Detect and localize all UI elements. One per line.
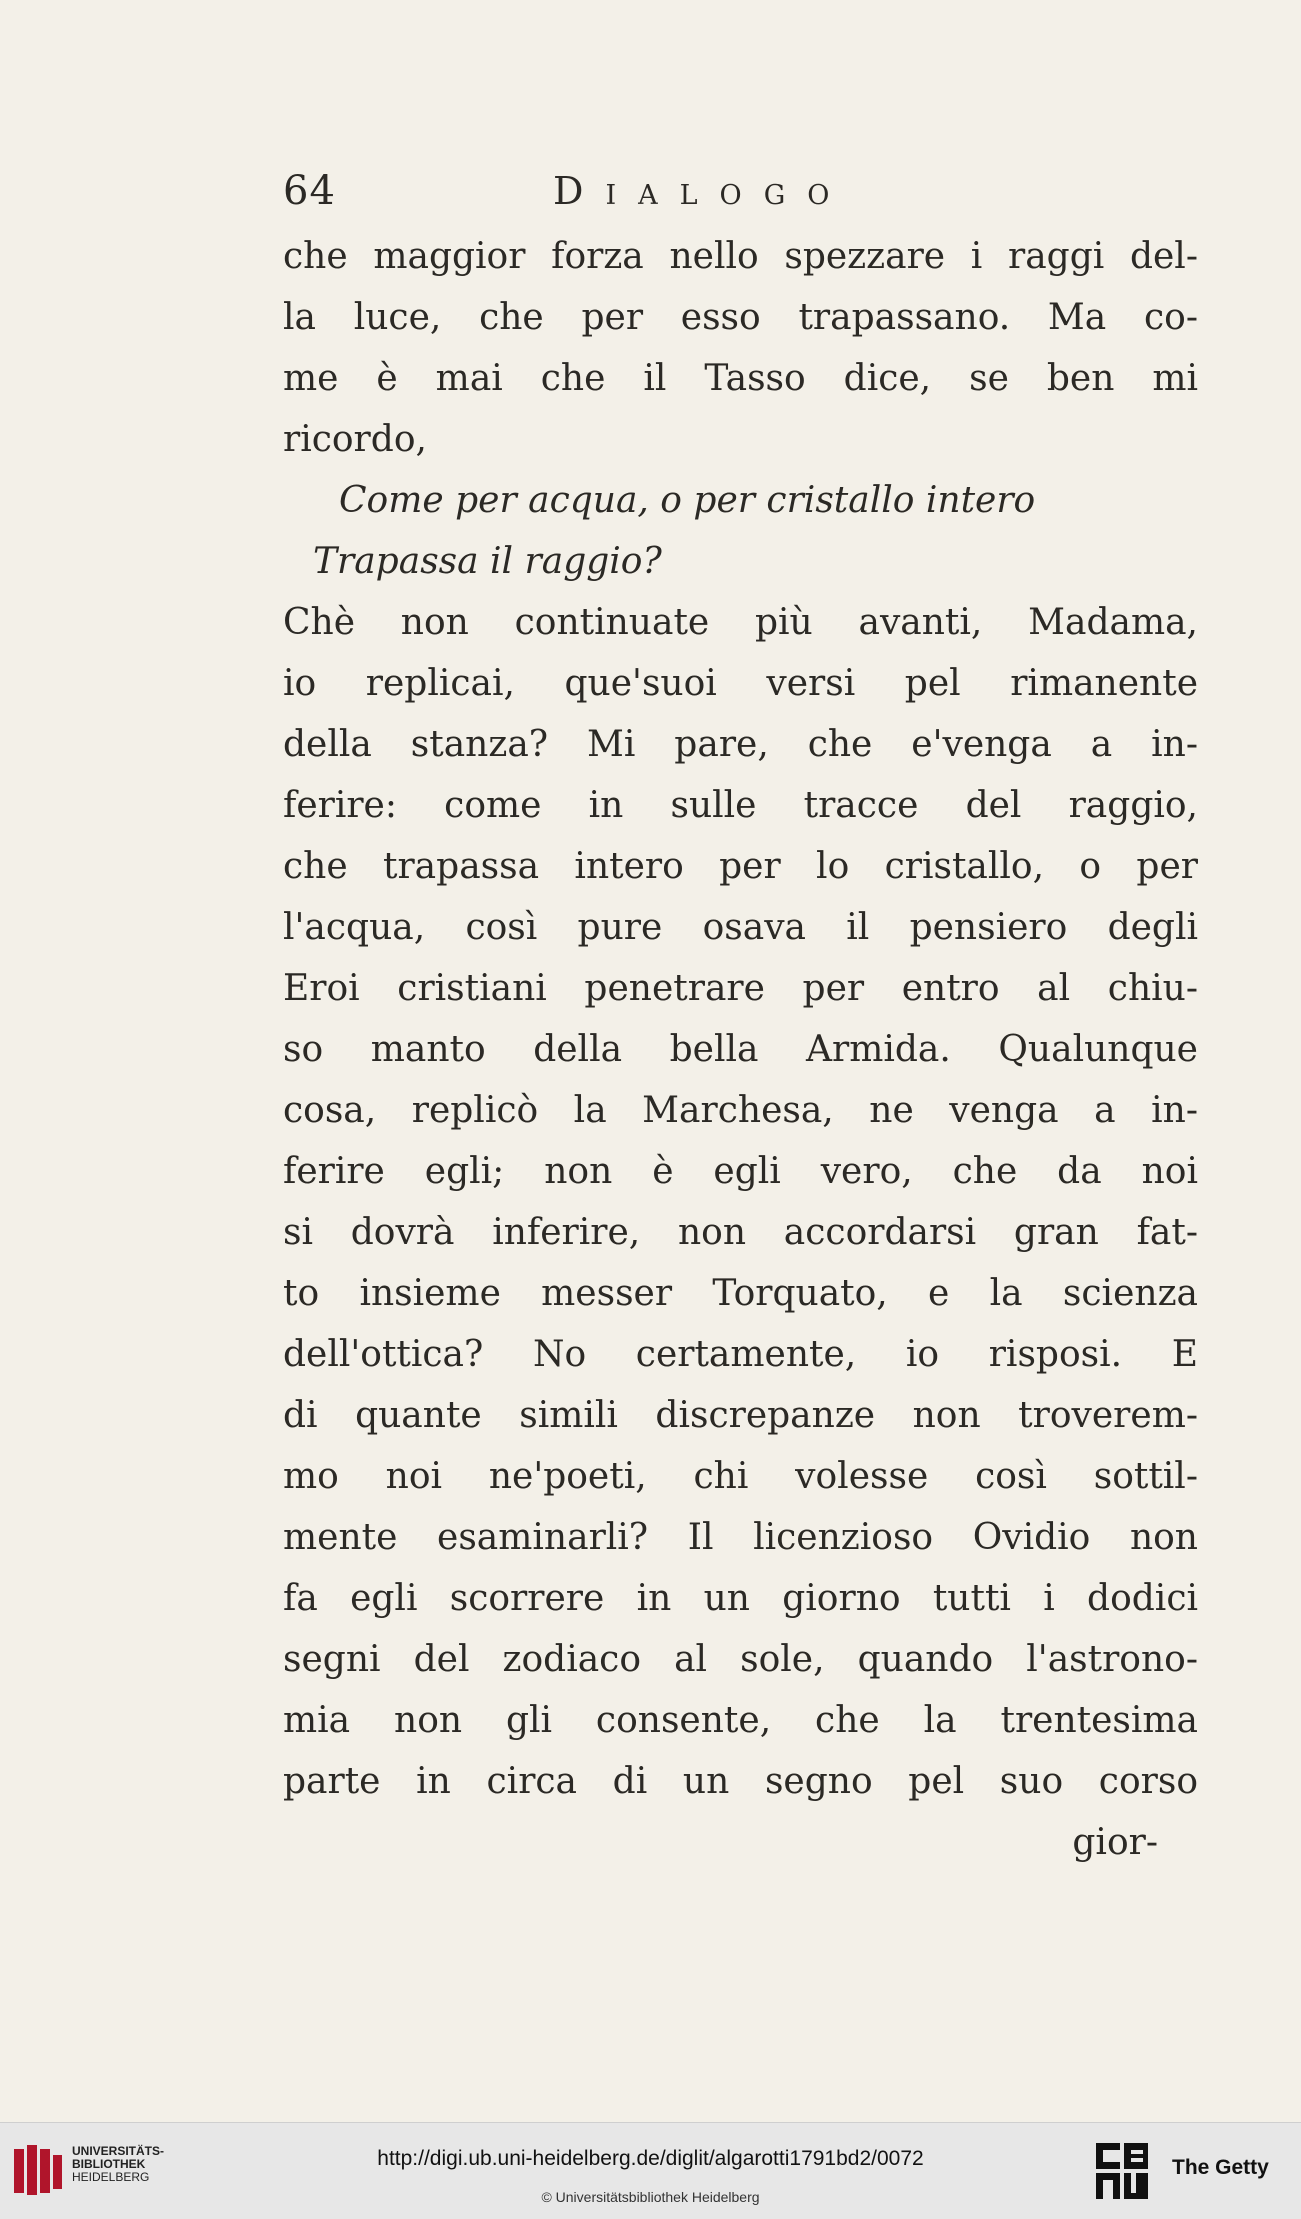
library-name-line: BIBLIOTHEK: [72, 2157, 146, 2171]
text-line: cosa, replicò la Marchesa, ne venga a in-: [283, 1090, 1198, 1131]
page-number: 64: [283, 168, 336, 214]
text-line: l'acqua, così pure osava il pensiero degli: [283, 907, 1198, 948]
text-line: mia non gli consente, che la trentesima: [283, 1700, 1198, 1741]
running-title: Dialogo: [553, 169, 852, 213]
text-line: mente esaminarli? Il licenzioso Ovidio non: [283, 1517, 1198, 1558]
partner-name: The Getty: [1172, 2156, 1269, 2179]
text-line: parte in circa di un segno pel suo corso: [283, 1761, 1198, 1802]
catchword: gior-: [1072, 1822, 1158, 1863]
footer-bar: [0, 2122, 1301, 2219]
body-text: [283, 226, 1198, 1873]
text-line: segni del zodiaco al sole, quando l'astrono-: [283, 1639, 1198, 1680]
library-name-line: UNIVERSITÄTS-: [72, 2144, 165, 2158]
text-line: Eroi cristiani penetrare per entro al chiu-: [283, 968, 1198, 1009]
text-line: io replicai, que'suoi versi pel rimanente: [283, 663, 1198, 704]
text-line: me è mai che il Tasso dice, se ben mi: [283, 358, 1198, 399]
text-line: di quante simili discrepanze non troverem-: [283, 1395, 1198, 1436]
text-line: si dovrà inferire, non accordarsi gran fat-: [283, 1212, 1198, 1253]
text-line: la luce, che per esso trapassano. Ma co-: [283, 297, 1198, 338]
page-header: [283, 166, 1198, 216]
verse-line: Trapassa il raggio?: [313, 541, 662, 582]
verse-line: Come per acqua, o per cristallo intero: [339, 480, 1036, 521]
text-line: che trapassa intero per lo cristallo, o per: [283, 846, 1198, 887]
text-line: della stanza? Mi pare, che e'venga a in-: [283, 724, 1198, 765]
text-line: fa egli scorrere in un giorno tutti i dodici: [283, 1578, 1198, 1619]
copyright-notice: © Universitätsbibliothek Heidelberg: [541, 2189, 760, 2205]
library-name-line: HEIDELBERG: [72, 2170, 150, 2184]
text-line: ferire: come in sulle tracce del raggio,: [283, 785, 1198, 826]
text-line: che maggior forza nello spezzare i raggi del-: [283, 236, 1198, 277]
text-line: ricordo,: [283, 419, 427, 460]
text-line: to insieme messer Torquato, e la scienza: [283, 1273, 1198, 1314]
permalink-url[interactable]: http://digi.ub.uni-heidelberg.de/diglit/algarotti1791bd2/0072: [377, 2147, 924, 2170]
text-line: dell'ottica? No certamente, io risposi. E: [283, 1334, 1198, 1375]
text-line: mo noi ne'poeti, chi volesse così sottil-: [283, 1456, 1198, 1497]
text-line: ferire egli; non è egli vero, che da noi: [283, 1151, 1198, 1192]
text-line: Chè non continuate più avanti, Madama,: [283, 602, 1198, 643]
text-line: so manto della bella Armida. Qualunque: [283, 1029, 1198, 1070]
getty-logo-icon: [1094, 2141, 1150, 2201]
